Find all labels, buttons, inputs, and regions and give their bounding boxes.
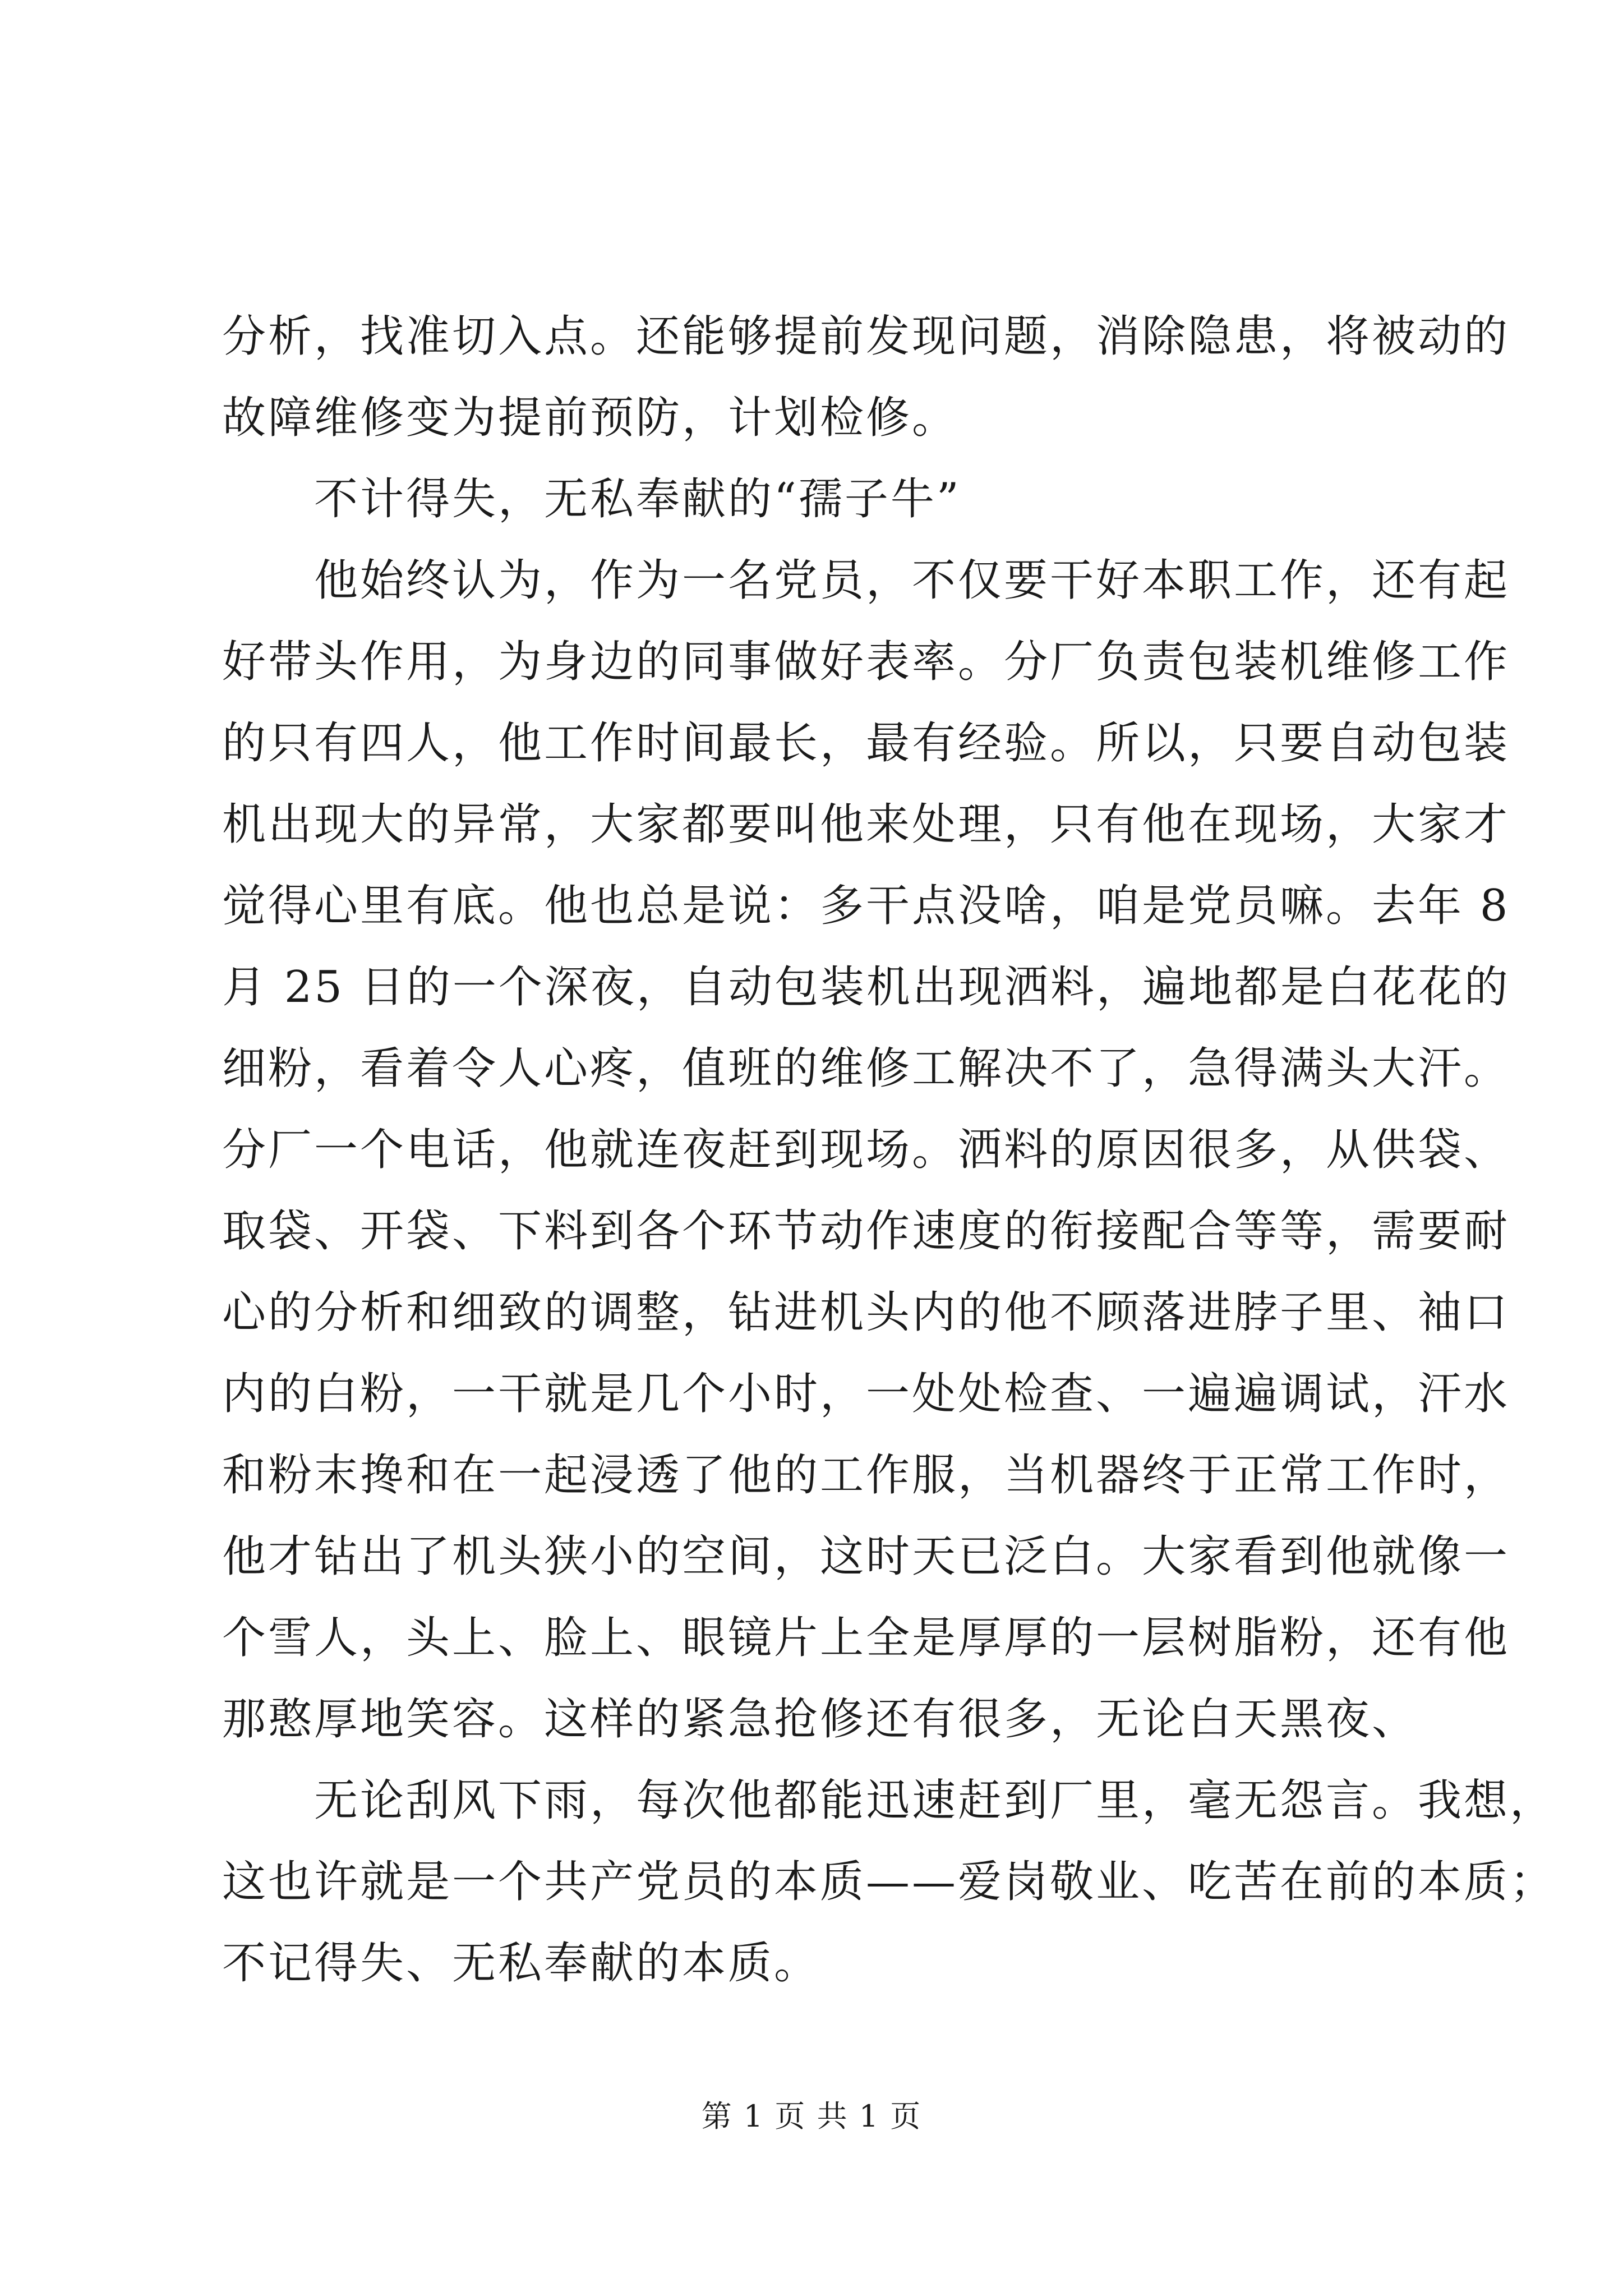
text-line: 好带头作用，为身边的同事做好表率。分厂负责包装机维修工作 (222, 637, 1510, 687)
text-line: 分厂一个电话，他就连夜赶到现场。洒料的原因很多，从供袋、 (222, 1125, 1510, 1175)
text-line: 他始终认为，作为一名党员，不仅要干好本职工作，还有起 (222, 555, 1510, 606)
text-line: 内的白粉，一干就是几个小时，一处处检查、一遍遍调试，汗水 (222, 1369, 1510, 1419)
text-line: 这也许就是一个共产党员的本质——爱岗敬业、吃苦在前的本质； (222, 1857, 1556, 1907)
text-line: 和粉末搀和在一起浸透了他的工作服，当机器终于正常工作时， (222, 1450, 1510, 1501)
text-line: 个雪人，头上、脸上、眼镜片上全是厚厚的一层树脂粉，还有他 (222, 1613, 1510, 1663)
page-number-label: 第 1 页 共 1 页 (701, 2099, 922, 2134)
text-line: 月 25 日的一个深夜，自动包装机出现洒料，遍地都是白花花的 (222, 962, 1510, 1013)
text-line: 机出现大的异常，大家都要叫他来处理，只有他在现场，大家才 (222, 799, 1510, 850)
text-line: 故障维修变为提前预防，计划检修。 (222, 393, 958, 443)
text-line: 那憨厚地笑容。这样的紧急抢修还有很多，无论白天黑夜、 (222, 1694, 1418, 1745)
document-body (222, 296, 1556, 2004)
text-line: 不记得失、无私奉献的本质。 (222, 1938, 820, 1989)
text-line: 他才钻出了机头狭小的空间，这时天已泛白。大家看到他就像一 (222, 1531, 1510, 1582)
text-line: 分析，找准切入点。还能够提前发现问题，消除隐患，将被动的 (222, 311, 1510, 362)
text-line: 觉得心里有底。他也总是说：多干点没啥，咱是党员嘛。去年 8 (222, 881, 1510, 931)
text-line: 细粉，看着令人心疼，值班的维修工解决不了，急得满头大汗。 (222, 1043, 1510, 1094)
text-line: 心的分析和细致的调整，钻进机头内的他不顾落进脖子里、袖口 (222, 1287, 1510, 1338)
text-line: 的只有四人，他工作时间最长，最有经验。所以，只要自动包装 (222, 718, 1510, 769)
text-line: 取袋、开袋、下料到各个环节动作速度的衔接配合等等，需要耐 (222, 1206, 1510, 1257)
section-heading: 不计得失，无私奉献的“孺子牛” (222, 474, 961, 524)
text-line: 无论刮风下雨，每次他都能迅速赶到厂里，毫无怨言。我想， (222, 1775, 1556, 1826)
page-footer (0, 2094, 1623, 2139)
